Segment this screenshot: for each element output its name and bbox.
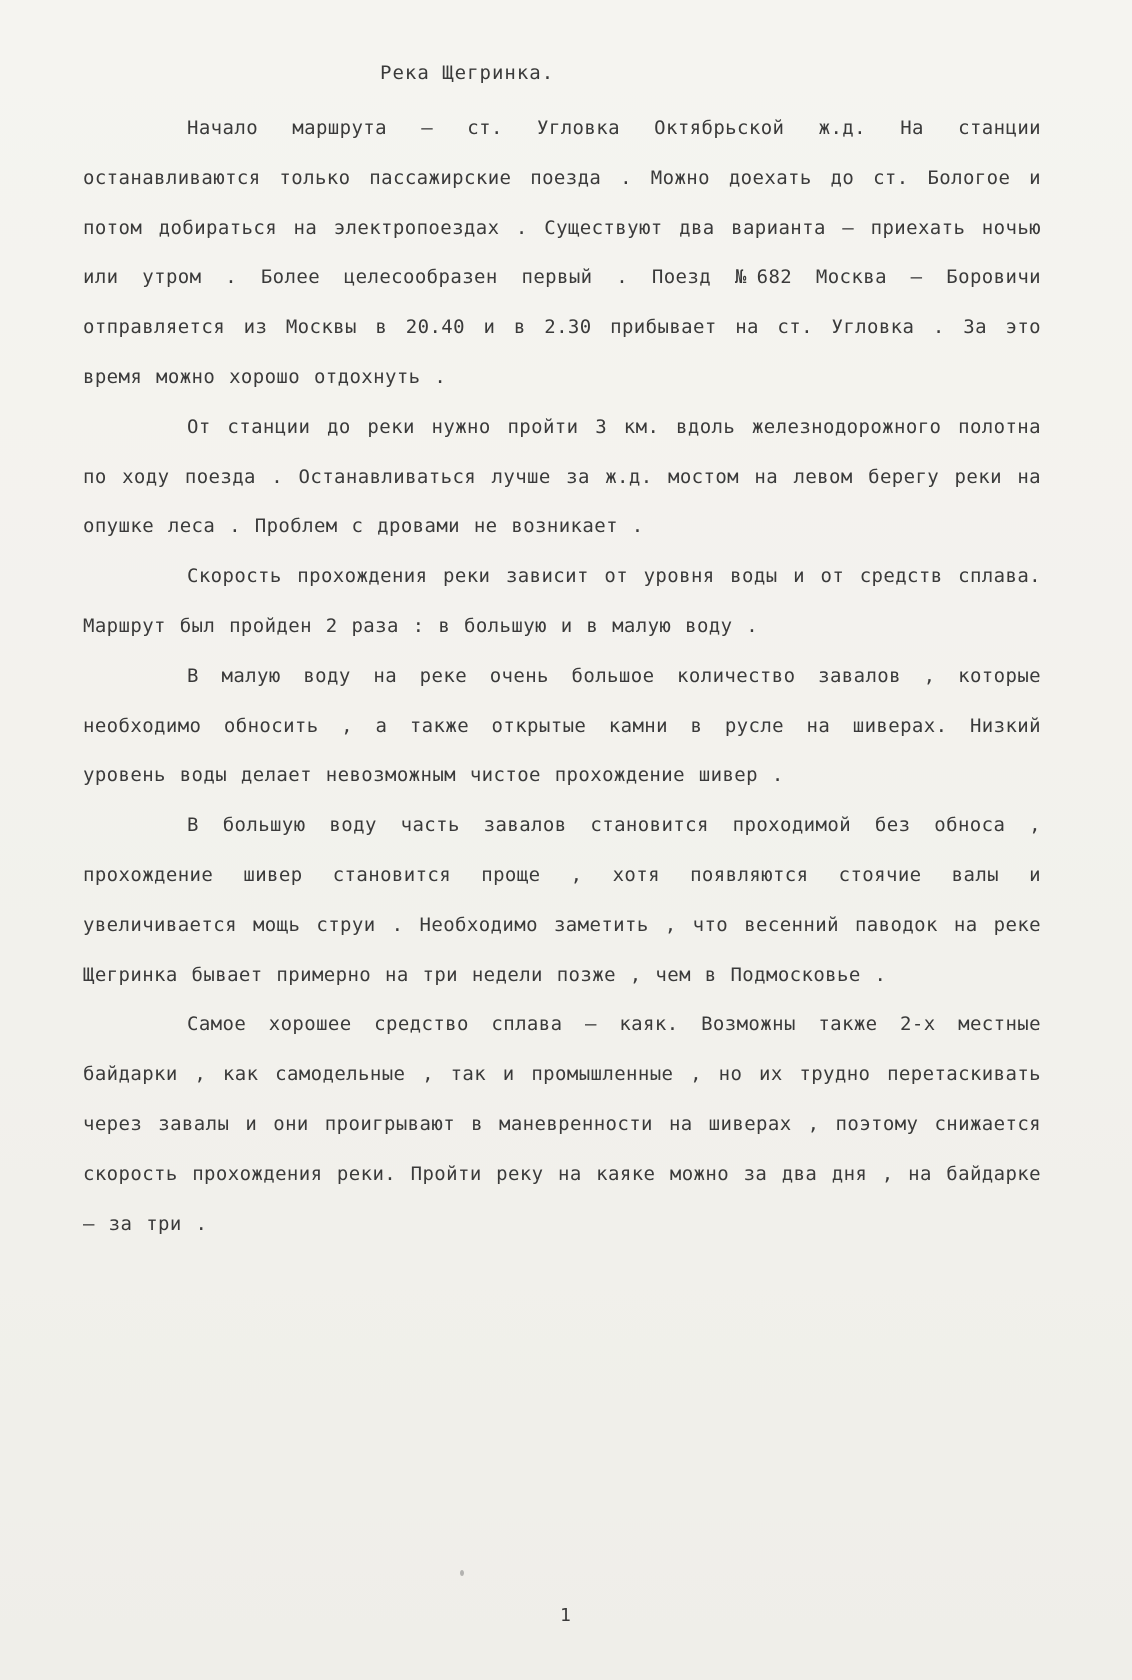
paragraph: Начало маршрута – ст. Угловка Октябрьской ж.д. На станции останавливаются только пассажирские поезда . Можно доехать до ст. Бологое и потом добираться на электропоездах . Существуют два варианта – приехать ночью или утром . Более целесообразен первый . Поезд №682 Москва – Боровичи отправляется из Москвы в 20.40 и в 2.30 прибывает на ст. Угловка . За это время можно хорошо отдохнуть . — [83, 117, 1041, 388]
paragraph: Самое хорошее средство сплава – каяк. Возможны также 2-х местные байдарки , как самодельные , так и промышленные , но их трудно перетаскивать через завалы и они проигрывают в маневренности на шиверах , поэтому снижается скорость прохождения реки. Пройти реку на каяке можно за два дня , на байдарке – за три . — [83, 1013, 1041, 1235]
document-body — [83, 104, 1041, 1249]
paragraph: В малую воду на реке очень большое количество завалов , которые необходимо обносить , а также открытые камни в русле на шиверах. Низкий уровень воды делает невозможным чистое прохождение шивер . — [83, 664, 1041, 787]
paper-speck — [460, 1570, 464, 1576]
paragraph: От станции до реки нужно пройти 3 км. вдоль железнодорожного полотна по ходу поезда . Останавливаться лучше за ж.д. мостом на левом берегу реки на опушке леса . Проблем с дровами не возникает . — [83, 415, 1041, 538]
document-title: Река Щегринка. — [380, 62, 555, 84]
page-number: 1 — [560, 1605, 571, 1626]
paragraph: В большую воду часть завалов становится проходимой без обноса , прохождение шивер становится проще , хотя появляются стоячие валы и увеличивается мощь струи . Необходимо заметить , что весенний паводок на реке Щегринка бывает примерно на три недели позже , чем в Подмосковье . — [83, 814, 1041, 986]
paragraph: Скорость прохождения реки зависит от уровня воды и от средств сплава. Маршрут был пройден 2 раза : в большую и в малую воду . — [83, 565, 1041, 637]
